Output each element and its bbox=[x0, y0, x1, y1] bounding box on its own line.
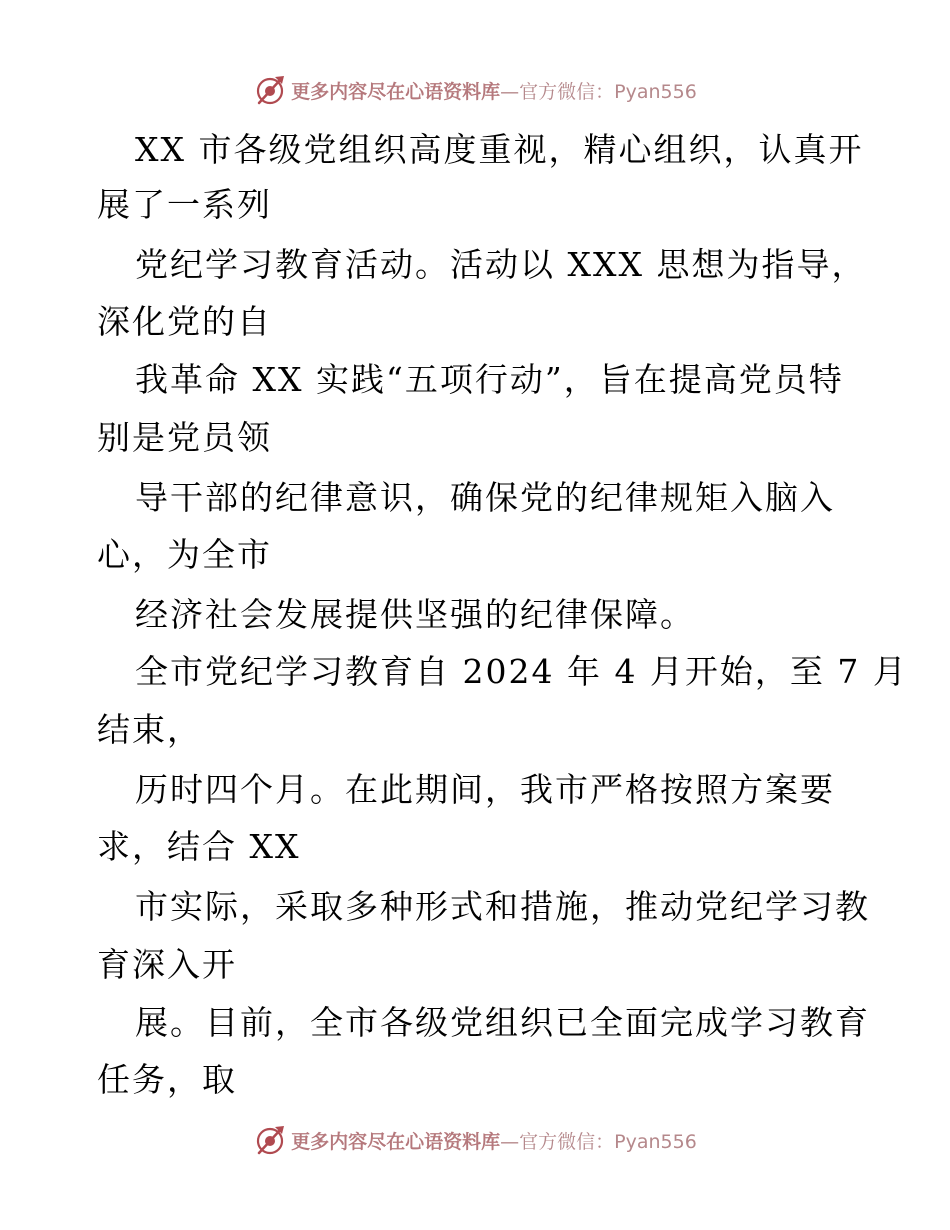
header-brand-text: 更多内容尽在心语资料库 bbox=[291, 80, 501, 103]
body-line-13: 求，结合 XX bbox=[97, 827, 301, 866]
body-line-8: 心，为全市 bbox=[97, 535, 272, 574]
body-line-6: 别是党员领 bbox=[97, 418, 272, 457]
body-line-14: 市实际，采取多种形式和措施，推动党纪学习教 bbox=[135, 887, 870, 926]
body-line-1: XX 市各级党组织高度重视，精心组织，认真开 bbox=[135, 130, 864, 169]
body-line-15: 育深入开 bbox=[97, 945, 237, 984]
body-line-2: 展了一系列 bbox=[97, 185, 272, 224]
body-line-5: 我革命 XX 实践“五项行动”，旨在提高党员特 bbox=[135, 360, 844, 399]
footer-suffix-text: 官方微信：Pyan556 bbox=[519, 1130, 697, 1153]
body-line-7: 导干部的纪律意识，确保党的纪律规矩入脑入 bbox=[135, 478, 835, 517]
footer-dash: — bbox=[500, 1130, 520, 1153]
footer-banner bbox=[0, 1120, 950, 1160]
header-banner bbox=[0, 70, 950, 110]
header-dash: — bbox=[500, 80, 520, 103]
body-line-12: 历时四个月。在此期间，我市严格按照方案要 bbox=[135, 770, 835, 809]
body-line-10: 全市党纪学习教育自 2024 年 4 月开始，至 7 月 bbox=[135, 652, 908, 691]
body-line-11: 结束， bbox=[97, 710, 202, 749]
body-line-17: 任务，取 bbox=[97, 1060, 237, 1099]
quill-seal-icon bbox=[253, 73, 287, 107]
body-line-9: 经济社会发展提供坚强的纪律保障。 bbox=[135, 595, 695, 634]
header-suffix-text: 官方微信：Pyan556 bbox=[519, 80, 697, 103]
body-line-3: 党纪学习教育活动。活动以 XXX 思想为指导， bbox=[135, 245, 867, 284]
quill-seal-icon bbox=[253, 1123, 287, 1157]
body-line-16: 展。目前，全市各级党组织已全面完成学习教育 bbox=[135, 1003, 870, 1042]
body-line-4: 深化党的自 bbox=[97, 302, 272, 341]
footer-brand-text: 更多内容尽在心语资料库 bbox=[291, 1130, 501, 1153]
